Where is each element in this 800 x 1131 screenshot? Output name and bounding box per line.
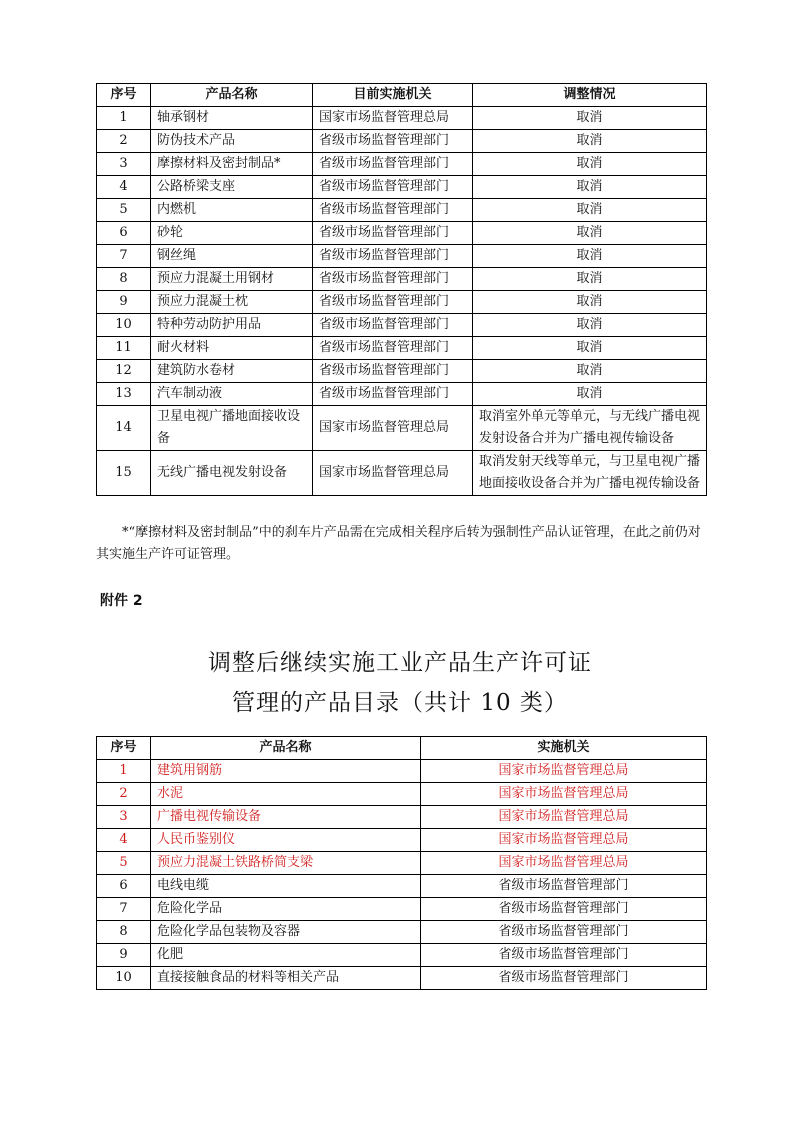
continued-products-table [96,736,707,990]
row-index: 12 [97,360,151,383]
row-product-name: 卫星电视广播地面接收设备 [151,406,313,451]
row-authority: 省级市场监督管理部门 [313,130,473,153]
table-row [97,245,707,268]
footnote: *“摩擦材料及密封制品”中的刹车片产品需在完成相关程序后转为强制性产品认证管理，在此之前仍对其实施生产许可证管理。 [96,525,701,562]
row-authority: 国家市场监督管理总局 [313,107,473,130]
row-adjustment: 取消 [473,268,707,291]
row-authority: 国家市场监督管理总局 [421,806,707,829]
table-row [97,921,707,944]
row-authority: 省级市场监督管理部门 [313,383,473,406]
table-row [97,130,707,153]
row-authority: 国家市场监督管理总局 [313,406,473,451]
row-authority: 省级市场监督管理部门 [421,944,707,967]
row-index: 5 [97,199,151,222]
row-adjustment: 取消 [473,176,707,199]
row-product-name: 直接接触食品的材料等相关产品 [151,967,421,990]
row-product-name: 预应力混凝土用钢材 [151,268,313,291]
table-row [97,107,707,130]
table-row [97,829,707,852]
header-adjustment: 调整情况 [473,84,707,107]
table-row [97,199,707,222]
row-product-name: 预应力混凝土铁路桥简支梁 [151,852,421,875]
row-adjustment: 取消 [473,107,707,130]
header-current-authority: 目前实施机关 [313,84,473,107]
header-authority: 实施机关 [421,737,707,760]
row-authority: 省级市场监督管理部门 [313,199,473,222]
row-adjustment: 取消 [473,383,707,406]
row-product-name: 内燃机 [151,199,313,222]
table-row [97,383,707,406]
row-product-name: 公路桥梁支座 [151,176,313,199]
row-adjustment: 取消 [473,245,707,268]
table-header-row [97,84,707,107]
row-authority: 省级市场监督管理部门 [421,875,707,898]
row-index: 10 [97,314,151,337]
row-authority: 省级市场监督管理部门 [313,268,473,291]
row-authority: 省级市场监督管理部门 [421,921,707,944]
row-product-name: 汽车制动液 [151,383,313,406]
row-adjustment: 取消 [473,337,707,360]
row-index: 8 [97,921,151,944]
row-index: 7 [97,245,151,268]
attachment-label: 附件 2 [100,593,143,609]
header-product-name: 产品名称 [151,737,421,760]
row-product-name: 水泥 [151,783,421,806]
row-product-name: 人民币鉴别仪 [151,829,421,852]
header-index: 序号 [97,84,151,107]
row-authority: 省级市场监督管理部门 [313,360,473,383]
table-row [97,406,707,451]
header-index: 序号 [97,737,151,760]
table-row [97,806,707,829]
table-row [97,291,707,314]
row-product-name: 钢丝绳 [151,245,313,268]
row-index: 5 [97,852,151,875]
row-adjustment: 取消 [473,199,707,222]
table-row [97,268,707,291]
row-authority: 省级市场监督管理部门 [313,222,473,245]
table-row [97,176,707,199]
row-product-name: 广播电视传输设备 [151,806,421,829]
row-index: 1 [97,107,151,130]
table-header-row [97,737,707,760]
table-row [97,967,707,990]
table-row [97,222,707,245]
row-product-name: 建筑防水卷材 [151,360,313,383]
page-title-line2: 管理的产品目录（共计 10 类） [232,690,568,716]
row-authority: 省级市场监督管理部门 [313,337,473,360]
row-adjustment: 取消 [473,314,707,337]
row-index: 3 [97,153,151,176]
row-product-name: 摩擦材料及密封制品* [151,153,313,176]
table-row [97,760,707,783]
table-row [97,898,707,921]
row-authority: 省级市场监督管理部门 [313,291,473,314]
row-adjustment: 取消 [473,291,707,314]
row-product-name: 无线广播电视发射设备 [151,451,313,496]
row-product-name: 特种劳动防护用品 [151,314,313,337]
row-product-name: 化肥 [151,944,421,967]
table-row [97,451,707,496]
row-adjustment: 取消 [473,360,707,383]
table-row [97,852,707,875]
row-product-name: 防伪技术产品 [151,130,313,153]
row-authority: 国家市场监督管理总局 [313,451,473,496]
row-index: 9 [97,291,151,314]
row-authority: 省级市场监督管理部门 [313,153,473,176]
row-index: 10 [97,967,151,990]
row-authority: 国家市场监督管理总局 [421,760,707,783]
row-index: 11 [97,337,151,360]
row-index: 8 [97,268,151,291]
row-index: 4 [97,829,151,852]
row-authority: 省级市场监督管理部门 [313,176,473,199]
cancelled-products-table [96,83,707,496]
row-product-name: 危险化学品 [151,898,421,921]
row-product-name: 砂轮 [151,222,313,245]
table-row [97,337,707,360]
row-product-name: 建筑用钢筋 [151,760,421,783]
table-row [97,783,707,806]
table-row [97,153,707,176]
row-adjustment: 取消 [473,153,707,176]
row-authority: 省级市场监督管理部门 [421,898,707,921]
row-product-name: 危险化学品包装物及容器 [151,921,421,944]
row-product-name: 耐火材料 [151,337,313,360]
row-adjustment: 取消 [473,222,707,245]
row-adjustment: 取消室外单元等单元，与无线广播电视发射设备合并为广播电视传输设备 [473,406,707,451]
row-authority: 国家市场监督管理总局 [421,783,707,806]
row-index: 4 [97,176,151,199]
page-title-line1: 调整后继续实施工业产品生产许可证 [208,650,592,676]
row-authority: 省级市场监督管理部门 [313,245,473,268]
row-index: 6 [97,222,151,245]
table-row [97,875,707,898]
table-row [97,360,707,383]
row-authority: 国家市场监督管理总局 [421,852,707,875]
row-index: 2 [97,130,151,153]
row-index: 3 [97,806,151,829]
row-adjustment: 取消发射天线等单元，与卫星电视广播地面接收设备合并为广播电视传输设备 [473,451,707,496]
row-product-name: 电线电缆 [151,875,421,898]
row-index: 6 [97,875,151,898]
table-row [97,314,707,337]
row-index: 14 [97,406,151,451]
row-index: 9 [97,944,151,967]
row-authority: 省级市场监督管理部门 [421,967,707,990]
row-index: 7 [97,898,151,921]
row-authority: 省级市场监督管理部门 [313,314,473,337]
row-authority: 国家市场监督管理总局 [421,829,707,852]
header-product-name: 产品名称 [151,84,313,107]
row-product-name: 预应力混凝土枕 [151,291,313,314]
row-index: 1 [97,760,151,783]
row-index: 13 [97,383,151,406]
table-row [97,944,707,967]
row-index: 15 [97,451,151,496]
row-adjustment: 取消 [473,130,707,153]
row-index: 2 [97,783,151,806]
row-product-name: 轴承钢材 [151,107,313,130]
